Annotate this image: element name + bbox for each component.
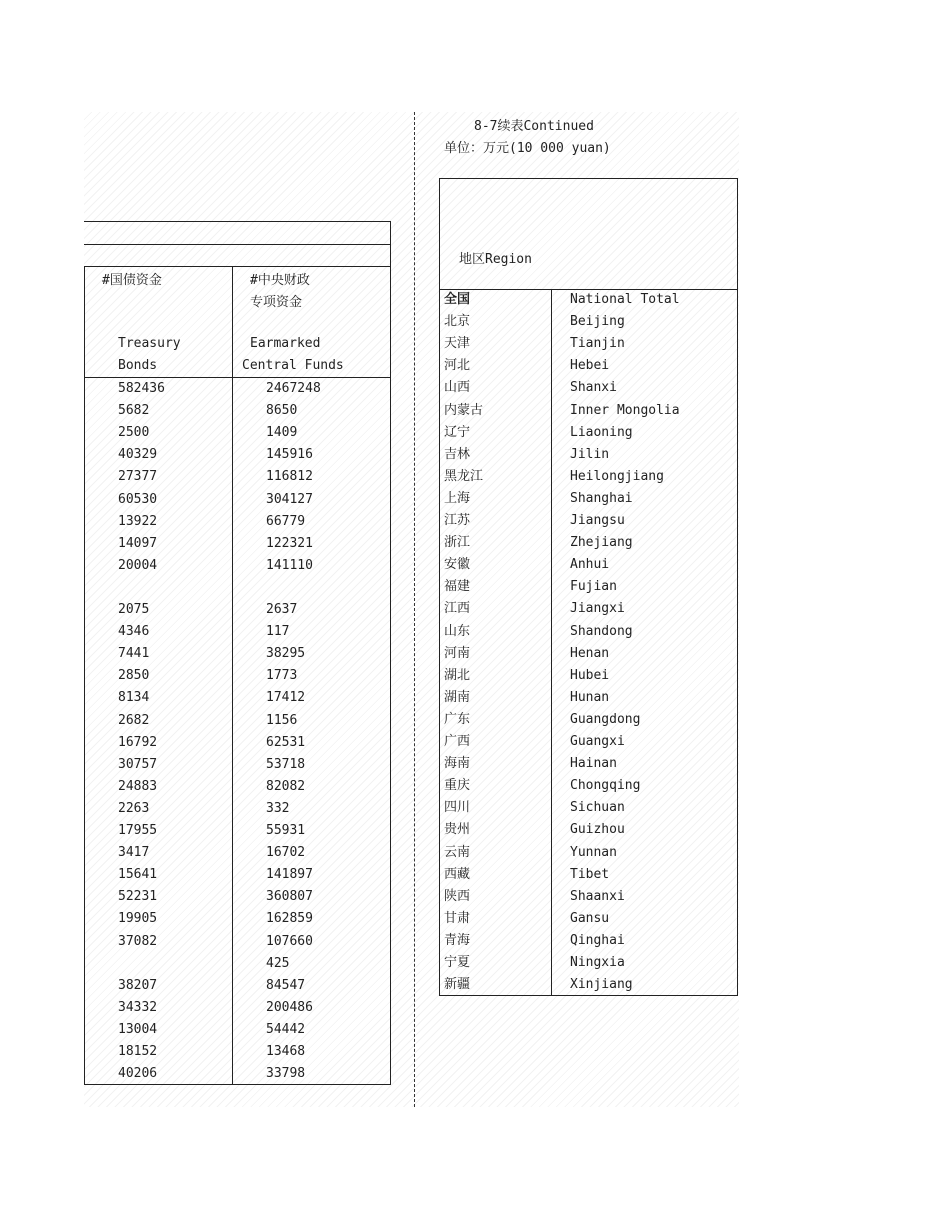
unit-label: 单位：万元(10 000 yuan): [444, 141, 611, 156]
table-row: [440, 466, 737, 488]
table-row: [84, 1041, 390, 1063]
table-row: [440, 621, 737, 643]
table-row: [440, 687, 737, 709]
region-name-en: Hebei: [570, 358, 610, 374]
region-name-cn: 西藏: [444, 866, 471, 882]
treasury-bonds-value: 15641: [118, 867, 158, 883]
table-row: [440, 930, 737, 952]
table-row: [440, 731, 737, 753]
col-central-header-en: Central Funds: [242, 358, 344, 373]
table-row: [440, 355, 737, 377]
central-funds-value: 17412: [266, 690, 306, 706]
treasury-bonds-value: 8134: [118, 690, 150, 706]
region-name-en: Fujian: [570, 579, 617, 595]
region-name-en: Jiangxi: [570, 601, 625, 617]
table-row: [84, 710, 390, 732]
table-title: 8-7续表Continued: [474, 119, 594, 134]
central-funds-value: 162859: [266, 911, 313, 927]
table-row: [84, 953, 390, 975]
table-row: [84, 864, 390, 886]
region-name-en: Liaoning: [570, 424, 633, 440]
region-name-en: Hubei: [570, 667, 610, 683]
table-row: [84, 1019, 390, 1041]
central-funds-value: 1773: [266, 668, 298, 684]
table-row: [440, 974, 737, 996]
region-name-cn: 河南: [444, 645, 471, 661]
treasury-bonds-value: 27377: [118, 469, 158, 485]
region-name-en: National Total: [570, 292, 680, 307]
region-name-en: Zhejiang: [570, 535, 633, 551]
region-name-cn: 青海: [444, 932, 471, 948]
table-row: [440, 819, 737, 841]
region-name-cn: 天津: [444, 336, 471, 352]
table-row: [440, 488, 737, 510]
central-funds-value: 332: [266, 800, 290, 816]
central-funds-value: 55931: [266, 823, 306, 838]
table-row: [84, 599, 390, 621]
table-row: [440, 665, 737, 687]
table-row: [84, 444, 390, 466]
table-row: [440, 952, 737, 974]
treasury-bonds-value: 24883: [118, 778, 158, 794]
treasury-bonds-value: 40329: [118, 447, 158, 463]
table-row: [84, 886, 390, 908]
central-funds-value: 200486: [266, 999, 313, 1015]
region-name-cn: 吉林: [444, 446, 471, 462]
region-name-cn: 宁夏: [444, 955, 471, 970]
table-row: [84, 400, 390, 422]
table-row: [84, 842, 390, 864]
central-funds-value: 1156: [266, 712, 298, 728]
table-row: [440, 532, 737, 554]
table-row: [440, 333, 737, 355]
table-row: [84, 1063, 390, 1085]
treasury-bonds-value: 2075: [118, 602, 150, 617]
table-row: [84, 489, 390, 511]
central-funds-value: 2637: [266, 602, 298, 617]
col-treasury-header-en: Bonds: [118, 358, 158, 373]
region-name-cn: 辽宁: [444, 424, 471, 440]
region-name-cn: 北京: [444, 314, 471, 330]
region-header: 地区Region: [459, 252, 532, 267]
region-name-en: Guangdong: [570, 711, 641, 727]
treasury-bonds-value: 2500: [118, 425, 150, 441]
treasury-bonds-value: 14097: [118, 535, 158, 551]
central-funds-value: 38295: [266, 646, 306, 662]
central-funds-value: 360807: [266, 889, 313, 905]
region-name-en: Anhui: [570, 557, 610, 573]
treasury-bonds-value: 52231: [118, 889, 158, 905]
table-row: [84, 798, 390, 820]
table-row: [84, 732, 390, 754]
central-funds-value: 145916: [266, 447, 313, 463]
treasury-bonds-value: 18152: [118, 1044, 158, 1059]
region-name-cn: 全国: [444, 292, 471, 307]
region-name-en: Tibet: [570, 866, 610, 882]
region-name-en: Shandong: [570, 623, 633, 639]
central-funds-value: 13468: [266, 1044, 306, 1059]
table-row: [440, 400, 737, 422]
page-fold-line: [414, 112, 415, 1107]
col-treasury-header-en: Treasury: [118, 336, 181, 351]
treasury-bonds-value: 7441: [118, 646, 150, 662]
table-row: [440, 554, 737, 576]
table-row: [84, 643, 390, 665]
table-row: [440, 510, 737, 532]
region-name-cn: 浙江: [444, 535, 471, 551]
region-name-cn: 四川: [444, 800, 471, 816]
region-name-cn: 安徽: [444, 557, 471, 573]
treasury-bonds-value: 5682: [118, 403, 150, 419]
region-name-cn: 广东: [444, 711, 471, 727]
treasury-bonds-value: 17955: [118, 823, 158, 838]
central-funds-value: 84547: [266, 977, 306, 993]
table-row: [84, 754, 390, 776]
region-name-en: Tianjin: [570, 336, 625, 352]
table-row: [440, 576, 737, 598]
table-row: [84, 466, 390, 488]
treasury-bonds-value: 20004: [118, 557, 158, 573]
treasury-bonds-value: 19905: [118, 911, 158, 927]
region-name-en: Guangxi: [570, 734, 625, 749]
region-name-cn: 上海: [444, 490, 471, 506]
region-name-en: Beijing: [570, 314, 625, 330]
region-name-en: Jilin: [570, 446, 610, 462]
region-name-cn: 重庆: [444, 778, 471, 794]
central-funds-value: 54442: [266, 1021, 306, 1037]
region-table: [439, 178, 738, 996]
table-row: [440, 886, 737, 908]
table-row: [440, 797, 737, 819]
table-row: [84, 577, 390, 599]
treasury-bonds-value: 2263: [118, 800, 150, 816]
central-funds-value: 425: [266, 955, 290, 971]
central-funds-value: 141897: [266, 867, 313, 883]
central-funds-value: 66779: [266, 513, 306, 529]
central-funds-value: 117: [266, 624, 290, 640]
table-row: [440, 864, 737, 886]
region-name-cn: 黑龙江: [444, 468, 484, 484]
table-row: [84, 931, 390, 953]
region-name-en: Gansu: [570, 910, 610, 926]
table-row: [84, 378, 390, 400]
region-name-en: Shaanxi: [570, 888, 625, 904]
treasury-bonds-value: 13922: [118, 513, 158, 529]
table-row: [84, 997, 390, 1019]
treasury-bonds-value: 34332: [118, 999, 158, 1015]
region-name-en: Hainan: [570, 756, 617, 772]
table-row: [440, 753, 737, 775]
central-funds-value: 8650: [266, 403, 298, 419]
region-name-cn: 贵州: [444, 822, 471, 838]
region-name-cn: 江西: [444, 601, 471, 617]
col-central-header-cn: #中央财政: [250, 273, 310, 288]
region-name-en: Xinjiang: [570, 977, 633, 993]
table-row: [84, 908, 390, 930]
region-name-cn: 湖北: [444, 667, 471, 683]
region-name-en: Henan: [570, 645, 610, 661]
table-row: [84, 820, 390, 842]
table-row: [440, 444, 737, 466]
table-row: [84, 687, 390, 709]
table-row: [440, 709, 737, 731]
treasury-bonds-value: 37082: [118, 933, 158, 949]
central-funds-value: 16702: [266, 845, 306, 861]
table-row: [84, 533, 390, 555]
central-funds-value: 304127: [266, 491, 313, 507]
region-name-cn: 内蒙古: [444, 402, 484, 418]
col-central-header-en: Earmarked: [250, 336, 321, 351]
treasury-bonds-value: 3417: [118, 845, 150, 861]
table-row: [440, 289, 737, 311]
region-name-en: Yunnan: [570, 844, 617, 860]
central-funds-value: 53718: [266, 756, 306, 772]
central-funds-value: 122321: [266, 535, 313, 551]
funds-table: [84, 221, 391, 1085]
central-funds-value: 82082: [266, 778, 306, 794]
region-name-en: Ningxia: [570, 955, 625, 970]
col-treasury-header-cn: #国债资金: [102, 273, 162, 288]
central-funds-value: 141110: [266, 557, 313, 573]
table-row: [440, 775, 737, 797]
region-name-en: Hunan: [570, 689, 610, 705]
central-funds-value: 33798: [266, 1066, 306, 1082]
central-funds-value: 62531: [266, 734, 306, 750]
region-name-cn: 福建: [444, 579, 471, 595]
central-funds-value: 107660: [266, 933, 313, 949]
table-row: [84, 776, 390, 798]
treasury-bonds-value: 2850: [118, 668, 150, 684]
region-name-en: Inner Mongolia: [570, 402, 680, 418]
region-name-en: Shanghai: [570, 490, 633, 506]
central-funds-value: 116812: [266, 469, 313, 485]
region-name-cn: 山西: [444, 380, 471, 396]
table-row: [440, 377, 737, 399]
region-name-cn: 陕西: [444, 888, 471, 904]
region-name-cn: 山东: [444, 623, 471, 639]
table-row: [440, 842, 737, 864]
col-central-header-cn: 专项资金: [250, 295, 303, 310]
table-row: [84, 555, 390, 577]
treasury-bonds-value: 38207: [118, 977, 158, 993]
region-name-cn: 云南: [444, 844, 471, 860]
table-row: [84, 621, 390, 643]
table-row: [84, 665, 390, 687]
region-name-cn: 新疆: [444, 977, 471, 993]
region-name-en: Sichuan: [570, 800, 625, 816]
table-row: [440, 311, 737, 333]
table-row: [440, 422, 737, 444]
central-funds-value: 1409: [266, 425, 298, 441]
central-funds-value: 2467248: [266, 381, 321, 396]
header-rule: [84, 244, 390, 245]
treasury-bonds-value: 16792: [118, 734, 158, 750]
region-name-en: Chongqing: [570, 778, 641, 794]
region-name-en: Jiangsu: [570, 513, 625, 528]
treasury-bonds-value: 60530: [118, 491, 158, 507]
region-name-en: Shanxi: [570, 380, 617, 396]
region-name-cn: 广西: [444, 734, 471, 749]
region-name-cn: 河北: [444, 358, 471, 374]
treasury-bonds-value: 4346: [118, 624, 150, 640]
table-row: [440, 598, 737, 620]
table-row: [84, 422, 390, 444]
table-row: [84, 975, 390, 997]
region-name-en: Qinghai: [570, 932, 625, 948]
region-name-cn: 海南: [444, 756, 471, 772]
region-name-cn: 湖南: [444, 689, 471, 705]
treasury-bonds-value: 582436: [118, 381, 165, 396]
treasury-bonds-value: 2682: [118, 712, 150, 728]
table-row: [84, 511, 390, 533]
region-name-en: Heilongjiang: [570, 468, 664, 484]
region-name-cn: 江苏: [444, 513, 471, 528]
region-name-en: Guizhou: [570, 822, 625, 838]
table-row: [440, 908, 737, 930]
header-rule: [84, 266, 390, 267]
treasury-bonds-value: 13004: [118, 1021, 158, 1037]
treasury-bonds-value: 30757: [118, 756, 158, 772]
treasury-bonds-value: 40206: [118, 1066, 158, 1082]
region-name-cn: 甘肃: [444, 910, 471, 926]
table-row: [440, 643, 737, 665]
